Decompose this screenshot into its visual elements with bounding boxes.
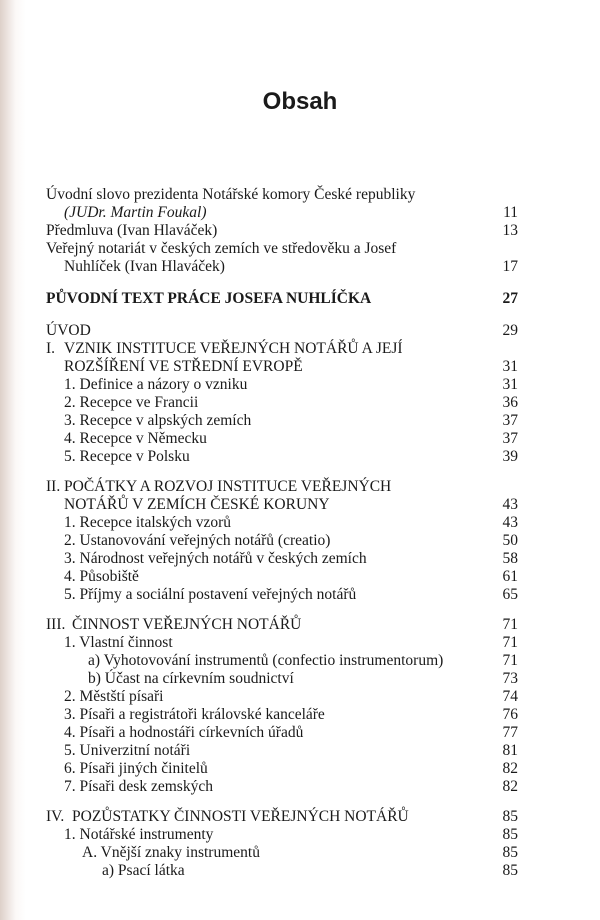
toc-entry: 4. Recepce v Německu 37 [64,430,518,447]
toc-entry: 3. Recepce v alpských zemích 37 [64,412,518,429]
toc-entry: 5. Příjmy a sociální postavení veřejných notářů 65 [64,586,518,603]
toc-entry: a) Vyhotovování instrumentů (confectio instrumentorum) 71 [88,652,518,669]
toc-entry: 6. Písaři jiných činitelů 82 [64,760,518,777]
toc-entry: A. Vnější znaky instrumentů 85 [82,844,518,861]
toc-entry: 2. Recepce ve Francii 36 [64,394,518,411]
toc-entry: Veřejný notariát v českých zemích ve středověku a Josef [46,240,397,257]
toc-heading: PŮVODNÍ TEXT PRÁCE JOSEFA NUHLÍČKA 27 [46,290,518,307]
toc-entry: b) Účast na církevním soudnictví 73 [88,670,518,687]
toc-entry: Úvodní slovo prezidenta Notářské komory České republiky [46,186,416,203]
toc-entry: 3. Národnost veřejných notářů v českých zemích 58 [64,550,518,567]
table-of-contents [46,186,518,880]
toc-entry: ÚVOD 29 [46,322,518,339]
toc-entry: NOTÁŘŮ V ZEMÍCH ČESKÉ KORUNY 43 [64,496,518,513]
toc-entry: (JUDr. Martin Foukal) 11 [64,204,518,221]
toc-section-heading: III. ČINNOST VEŘEJNÝCH NOTÁŘŮ 71 [46,616,518,633]
toc-entry: 2. Městští písaři 74 [64,688,518,705]
toc-entry: 1. Definice a názory o vzniku 31 [64,376,518,393]
toc-entry: 4. Písaři a hodnostáři církevních úřadů 77 [64,724,518,741]
toc-entry: 1. Recepce italských vzorů 43 [64,514,518,531]
toc-section-heading: IV. POZŮSTATKY ČINNOSTI VEŘEJNÝCH NOTÁŘŮ 85 [46,808,518,825]
toc-entry: 1. Notářské instrumenty 85 [64,826,518,843]
toc-entry: ROZŠÍŘENÍ VE STŘEDNÍ EVROPĚ 31 [64,358,518,375]
toc-entry: 3. Písaři a registrátoři královské kanceláře 76 [64,706,518,723]
toc-entry: 5. Recepce v Polsku 39 [64,448,518,465]
toc-entry: 4. Působiště 61 [64,568,518,585]
toc-entry: 7. Písaři desk zemských 82 [64,778,518,795]
toc-entry: a) Psací látka 85 [102,862,518,879]
toc-section-heading: I. VZNIK INSTITUCE VEŘEJNÝCH NOTÁŘŮ A JEJÍ [46,340,403,357]
toc-entry: Předmluva (Ivan Hlaváček) 13 [46,222,518,239]
page-title: Obsah [262,88,338,115]
toc-entry: 1. Vlastní činnost 71 [64,634,518,651]
toc-entry: Nuhlíček (Ivan Hlaváček) 17 [64,258,518,275]
toc-entry: 5. Univerzitní notáři 81 [64,742,518,759]
toc-section-heading: II. POČÁTKY A ROZVOJ INSTITUCE VEŘEJNÝCH [46,478,392,495]
toc-entry: 2. Ustanovování veřejných notářů (creatio) 50 [64,532,518,549]
